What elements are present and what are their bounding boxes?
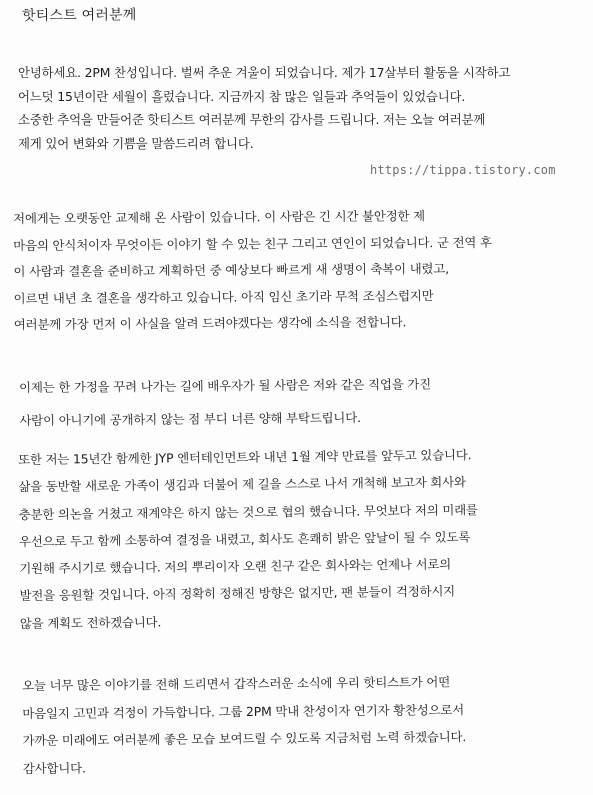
letter-line: 여러분께 가장 먼저 이 사실을 알려 드려야겠다는 생각에 소식을 전합니다. bbox=[13, 314, 407, 332]
letter-line: 충분한 의논을 거쳤고 재계약은 하지 않는 것으로 협의 했습니다. 무엇보다 저의 미래를 bbox=[18, 501, 478, 522]
letter-line: 않을 계획도 전하겠습니다. bbox=[19, 614, 162, 631]
letter-paragraph-4 bbox=[18, 440, 593, 637]
letter-paragraph-1 bbox=[18, 61, 593, 155]
letter-line: 마음일지 고민과 걱정이 가득합니다. 그룹 2PM 막내 찬성이자 연기자 황찬성으로서 bbox=[22, 701, 465, 721]
letter-line: 삶을 동반할 새로운 가족이 생김과 더불어 제 길을 스스로 나서 개척해 보고자 회사와 bbox=[18, 474, 466, 495]
letter-line: 이제는 한 가정을 꾸려 나가는 길에 배우자가 될 사람은 저와 같은 직업을 가진 bbox=[19, 376, 432, 395]
letter-paragraph-2 bbox=[13, 202, 593, 339]
letter-line: 이르면 내년 초 결혼을 생각하고 있습니다. 아직 임신 초기라 무척 조심스럽지만 bbox=[13, 287, 434, 306]
letter-line: 가까운 미래에도 여러분께 좋은 모습 보여드릴 수 있도록 지금처럼 노력 하겠습니다. bbox=[22, 729, 467, 748]
letter-line: 저에게는 오랫동안 교제해 온 사람이 있습니다. 이 사람은 긴 시간 불안정한 제 bbox=[13, 208, 426, 226]
letter-line: 발전을 응원할 것입니다. 아직 정확히 정해진 방향은 없지만, 팬 분들이 걱정하시지 bbox=[19, 583, 456, 604]
letter-line: 감사합니다. bbox=[22, 759, 86, 776]
letter-paragraph-5 bbox=[22, 667, 593, 782]
letter-line: 또한 저는 15년간 함께한 JYP 엔터테인먼트와 내년 1월 계약 만료를 앞두고 있습니다. bbox=[18, 447, 472, 467]
letter-line: 제게 있어 변화와 기쁨을 말씀드리려 합니다. bbox=[18, 135, 254, 151]
letter-line: 사람이 아니기에 공개하지 않는 점 부디 너른 양해 부탁드립니다. bbox=[19, 410, 361, 428]
letter-line: 기원해 주시기로 했습니다. 저의 뿌리이자 오랜 친구 같은 회사와는 언제나 서로의 bbox=[19, 556, 452, 577]
letter-line: 어느덧 15년이란 세월이 흘렀습니다. 지금까지 참 많은 일들과 추억들이 있었습니다. bbox=[18, 88, 466, 104]
letter-line: 오늘 너무 많은 이야기를 전해 드리면서 갑작스러운 소식에 우리 핫티스트가 어떤 bbox=[22, 674, 451, 693]
letter-line: 안녕하세요. 2PM 찬성입니다. 벌써 추운 겨울이 되었습니다. 제가 17살부터 활동을 시작하고 bbox=[18, 65, 511, 80]
letter-line: 이 사람과 결혼을 준비하고 계획하던 중 예상보다 빠르게 새 생명이 축복이 내렸고, bbox=[13, 260, 450, 279]
letter-salutation: 핫티스트 여러분께 bbox=[22, 7, 137, 24]
letter-line: 우선으로 두고 함께 소통하여 결정을 내렸고, 회사도 흔쾌히 밝은 앞날이 될 수 있도록 bbox=[18, 529, 471, 549]
letter-line: 소중한 추억을 만들어준 핫티스트 여러분께 무한의 감사를 드립니다. 저는 오늘 여러분께 bbox=[18, 112, 486, 127]
watermark-url: https://tippa.tistory.com bbox=[370, 163, 556, 177]
letter-line: 마음의 안식처이자 무엇이든 이야기 할 수 있는 친구 그리고 연인이 되었습니다. 군 전역 후 bbox=[13, 234, 492, 253]
letter-paragraph-3 bbox=[19, 366, 593, 437]
